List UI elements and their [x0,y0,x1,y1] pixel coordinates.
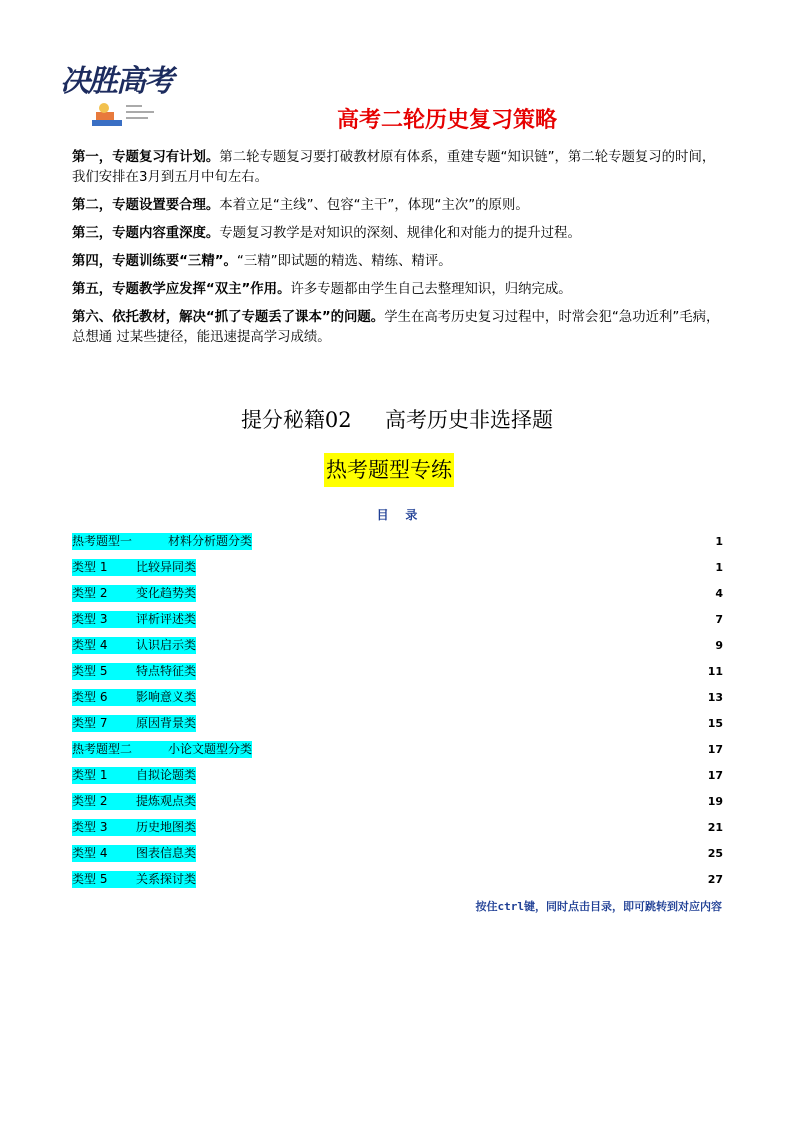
strategy-item [72,224,727,244]
toc-entry-number: 热考题型二 [72,742,133,756]
strategy-item-heading: 第五，专题教学应发挥“双主”作用。 [72,282,291,297]
toc-entry-title: 小论文题型分类 [168,742,253,756]
toc-label[interactable] [72,585,196,602]
toc-row[interactable] [72,871,723,897]
main-title: 高考二轮历史复习策略 [336,108,557,133]
toc-entry-number: 类型 5 [72,872,108,886]
toc-row[interactable] [72,663,723,689]
toc-row[interactable] [72,533,723,559]
toc-entry-number: 类型 2 [72,794,108,808]
toc-page-number: 27 [707,873,723,886]
strategy-item [72,252,727,272]
toc-entry-number: 类型 7 [72,716,108,730]
toc-label[interactable] [72,637,196,654]
toc-entry-title: 提炼观点类 [136,794,197,808]
strategy-item-heading: 第二，专题设置要合理。 [72,198,220,213]
toc-page-number: 21 [707,821,723,834]
strategy-item-text: “三精”即试题的精选、精练、精评。 [236,254,452,269]
toc-entry-number: 类型 1 [72,560,108,574]
toc-label[interactable] [72,793,196,810]
toc-page-number: 19 [707,795,723,808]
toc-entry-number: 类型 2 [72,586,108,600]
toc-heading: 目 录 [376,508,418,522]
strategy-item [72,280,727,300]
toc-page-number: 4 [715,587,723,600]
toc-link[interactable] [72,820,196,834]
toc-entry-title: 图表信息类 [136,846,197,860]
toc-label[interactable] [72,741,252,758]
toc-entry-title: 特点特征类 [136,664,197,678]
toc-entry-number: 热考题型一 [72,534,133,548]
toc-entry-number: 类型 5 [72,664,108,678]
toc-link[interactable] [72,534,252,548]
toc-entry-number: 类型 4 [72,638,108,652]
toc-page-number: 11 [707,665,723,678]
toc-entry-number: 类型 1 [72,768,108,782]
toc-row[interactable] [72,689,723,715]
toc-entry-title: 认识启示类 [136,638,197,652]
toc-label[interactable] [72,715,196,732]
toc-row[interactable] [72,767,723,793]
toc-entry-title: 评析评述类 [136,612,197,626]
toc-link[interactable] [72,846,196,860]
toc-label[interactable] [72,845,196,862]
toc-row[interactable] [72,793,723,819]
toc-entry-number: 类型 3 [72,612,108,626]
strategy-item [72,308,727,348]
toc-link[interactable] [72,794,196,808]
toc-entry-number: 类型 6 [72,690,108,704]
toc-page-number: 15 [707,717,723,730]
toc-row[interactable] [72,559,723,585]
strategy-list [72,148,727,356]
strategy-item-heading: 第六、依托教材，解决“抓了专题丢了课本”的问题。 [72,310,385,325]
toc-label[interactable] [72,767,196,784]
strategy-item-heading: 第四，专题训练要“三精”。 [72,254,237,269]
strategy-item-text: 本着立足“主线”、包容“主干”，体现“主次”的原则。 [219,198,529,213]
strategy-item [72,148,727,188]
toc-page-number: 25 [707,847,723,860]
toc-link[interactable] [72,716,196,730]
toc-link[interactable] [72,560,196,574]
toc-entry-number: 类型 4 [72,846,108,860]
sub-title: 热考题型专练 [324,453,454,487]
toc-entry-title: 历史地图类 [136,820,197,834]
toc-entry-title: 比较异同类 [136,560,197,574]
strategy-item-heading: 第三，专题内容重深度。 [72,226,220,241]
toc-link[interactable] [72,690,196,704]
table-of-contents [72,533,723,897]
toc-label[interactable] [72,819,196,836]
toc-entry-title: 自拟论题类 [136,768,197,782]
toc-link[interactable] [72,872,196,886]
toc-page-number: 17 [707,743,723,756]
toc-page-number: 13 [707,691,723,704]
toc-row[interactable] [72,611,723,637]
toc-row[interactable] [72,819,723,845]
toc-link[interactable] [72,638,196,652]
toc-link[interactable] [72,742,252,756]
toc-note: 按住ctrl键，同时点击目录，即可跳转到对应内容 [475,900,722,913]
toc-label[interactable] [72,689,196,706]
strategy-item-text: 第二轮专题复习要打破教材原有体系，重建专题“知识链”，第二轮专题复习的时间，我们安排在3月到五月中旬左右。 [72,150,716,185]
strategy-item-text: 许多专题都由学生自己去整理知识，归纳完成。 [290,282,572,297]
toc-link[interactable] [72,664,196,678]
toc-entry-title: 原因背景类 [136,716,197,730]
toc-entry-title: 变化趋势类 [136,586,197,600]
toc-label[interactable] [72,611,196,628]
toc-row[interactable] [72,741,723,767]
toc-link[interactable] [72,586,196,600]
toc-label[interactable] [72,663,196,680]
section-title: 提分秘籍02 高考历史非选择题 [240,408,554,432]
toc-row[interactable] [72,585,723,611]
toc-label[interactable] [72,533,252,550]
toc-label[interactable] [72,559,196,576]
toc-row[interactable] [72,845,723,871]
toc-page-number: 1 [715,561,723,574]
toc-entry-title: 关系探讨类 [136,872,197,886]
toc-page-number: 17 [707,769,723,782]
toc-entry-number: 类型 3 [72,820,108,834]
toc-page-number: 7 [715,613,723,626]
strategy-item-text: 学生在高考历史复习过程中，时常会犯“急功近利”毛病，总想通 过某些捷径，能迅速提高学习成绩。 [72,310,720,345]
toc-entry-title: 材料分析题分类 [168,534,253,548]
toc-page-number: 9 [715,639,723,652]
toc-link[interactable] [72,612,196,626]
toc-page-number: 1 [715,535,723,548]
toc-row[interactable] [72,715,723,741]
strategy-item [72,196,727,216]
strategy-item-heading: 第一，专题复习有计划。 [72,150,220,165]
strategy-item-text: 专题复习教学是对知识的深刻、规律化和对能力的提升过程。 [219,226,581,241]
toc-label[interactable] [72,871,196,888]
logo-text: 决胜高考 [60,64,172,99]
toc-entry-title: 影响意义类 [136,690,197,704]
toc-row[interactable] [72,637,723,663]
toc-link[interactable] [72,768,196,782]
